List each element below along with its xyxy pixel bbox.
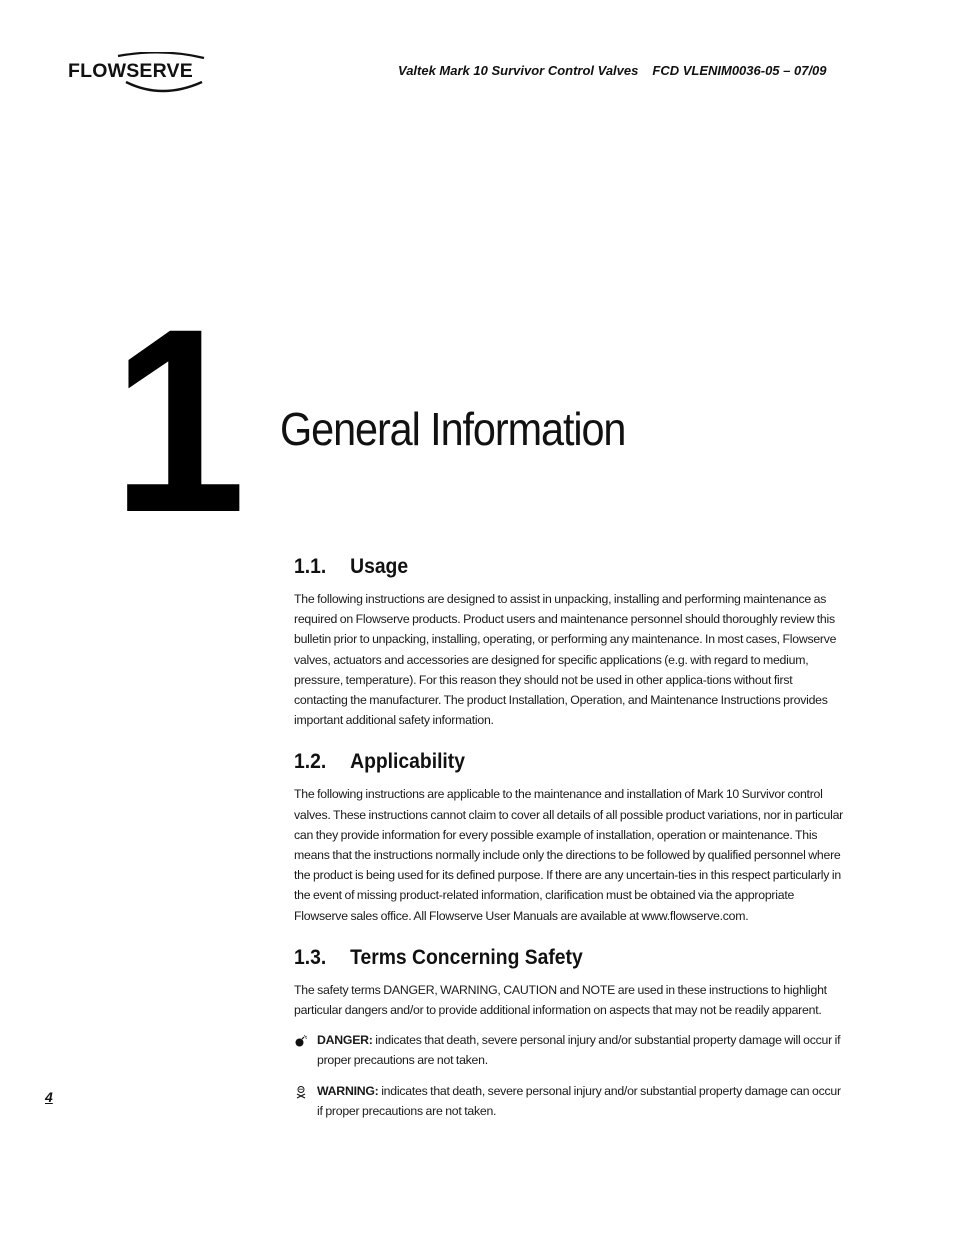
safety-term-label: WARNING:	[317, 1083, 379, 1098]
section-body: The safety terms DANGER, WARNING, CAUTION and NOTE are used in these instructions to highlight particular dangers and/or to provide additional information on aspects that may not be readily apparent.	[294, 982, 827, 1018]
document-code: FCD VLENIM0036-05 – 07/09	[652, 63, 827, 78]
safety-term-text: indicates that death, severe personal injury and/or substantial property damage can occur if proper precautions are not taken.	[317, 1083, 841, 1118]
chapter-number: 1	[112, 274, 241, 567]
skull-crossbones-icon	[294, 1085, 308, 1099]
section-title: Usage	[350, 555, 409, 578]
safety-term-warning	[294, 1081, 844, 1121]
chapter-content	[294, 555, 844, 1121]
page-number: 4	[45, 1089, 53, 1105]
running-header	[398, 63, 844, 78]
document-title: Valtek Mark 10 Survivor Control Valves	[398, 63, 639, 78]
section-body: The following instructions are designed to assist in unpacking, installing and performing maintenance as required on Flowserve products. Product users and maintenance personnel should thoroughly review this bulletin prior to unpacking, installing, operating, or performing any maintenance. In most cases, Flowserve valves, actuators and accessories are designed for specific applications (e.g. with regard to medium, pressure, temperature). For this reason they should not be used in other applica-tions without first contacting the manufacturer. The product Installation, Operation, and Maintenance Instructions provides important additional safety information.	[294, 592, 837, 728]
section-number: 1.2.	[294, 750, 327, 774]
safety-term-text: indicates that death, severe personal injury and/or substantial property damage will occur if proper precautions are not taken.	[317, 1033, 841, 1068]
section-title: Applicability	[350, 750, 465, 774]
section-title: Terms Concerning Safety	[350, 945, 583, 969]
flowserve-logo	[68, 52, 208, 98]
bomb-icon	[294, 1034, 308, 1048]
chapter-title: General Information	[280, 403, 626, 455]
section-terms-concerning-safety	[294, 946, 844, 1121]
safety-term-label: DANGER:	[317, 1033, 373, 1048]
logo-wordmark: FLOWSERVE	[68, 60, 193, 82]
section-heading	[294, 750, 800, 778]
section-number: 1.3.	[294, 945, 327, 969]
safety-term-danger	[294, 1030, 844, 1070]
section-heading	[294, 946, 800, 974]
section-usage	[294, 555, 844, 730]
section-applicability	[294, 750, 844, 925]
section-heading	[294, 555, 800, 583]
section-number: 1.1.	[294, 555, 327, 578]
section-body: The following instructions are applicable to the maintenance and installation of Mark 10 Survivor control valves. These instructions cannot claim to cover all details of all possible product variations, nor in particular can they provide information for every possible example of installation, operation or maintenance. This means that the instructions normally include only the directions to be followed by qualified personnel where the product is being used for its defined purpose. If there are any uncertain-ties in this respect particularly in the event of missing product-related information, clarification must be obtained via the appropriate Flowserve sales office. All Flowserve User Manuals are available at www.flowserve.com.	[294, 787, 844, 923]
